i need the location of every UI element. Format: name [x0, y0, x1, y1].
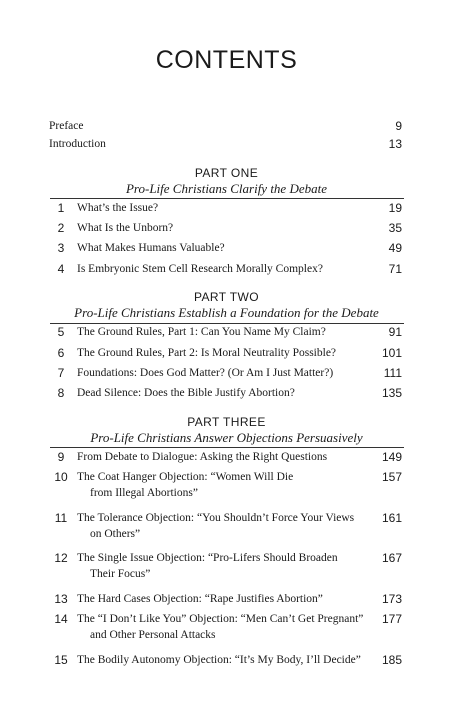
chapter-number: 13	[54, 592, 68, 606]
entry-title: Foundations: Does God Matter? (Or Am I Just Matter?)	[77, 367, 334, 379]
page-title: CONTENTS	[155, 46, 298, 74]
entry-page-number: 111	[383, 366, 402, 380]
entry-title: From Debate to Dialogue: Asking the Right Questions	[77, 451, 328, 463]
entry-page-number: 9	[395, 119, 402, 133]
entry-page-number: 157	[381, 470, 402, 484]
part-two-subtitle: Pro-Life Christians Establish a Foundation for the Debate	[74, 305, 379, 320]
entry-title: The Hard Cases Objection: “Rape Justifies Abortion”	[77, 593, 323, 605]
entry-page-number: 35	[388, 221, 402, 235]
part-one-subtitle: Pro-Life Christians Clarify the Debate	[125, 181, 327, 196]
entry-page-number: 173	[381, 592, 402, 606]
chapter-number: 8	[57, 386, 65, 400]
chapter-number: 7	[57, 366, 65, 380]
toc-entry-chapter-8[interactable]	[0, 386, 453, 401]
toc-entry-chapter-14[interactable]	[0, 612, 453, 627]
toc-entry-chapter-15[interactable]	[0, 653, 453, 668]
entry-title-continued: on Others”	[90, 528, 141, 540]
entry-title: Dead Silence: Does the Bible Justify Abortion?	[77, 387, 295, 399]
entry-page-number: 19	[388, 201, 402, 215]
part-three-subtitle: Pro-Life Christians Answer Objections Persuasively	[90, 430, 363, 445]
toc-entry-chapter-13[interactable]	[0, 592, 453, 607]
chapter-number: 11	[54, 511, 68, 525]
part-two-label: PART TWO	[194, 290, 259, 304]
chapter-number: 15	[54, 653, 68, 667]
chapter-number: 1	[57, 201, 65, 215]
toc-entry-preface[interactable]	[0, 119, 453, 134]
entry-title: The “I Don’t Like You” Objection: “Men Can’t Get Pregnant”	[77, 613, 364, 625]
entry-title: The Tolerance Objection: “You Shouldn’t Force Your Views	[77, 512, 355, 524]
part-one-label: PART ONE	[194, 166, 259, 180]
entry-title: The Single Issue Objection: “Pro-Lifers Should Broaden	[77, 552, 338, 564]
section-divider	[50, 323, 404, 324]
entry-title: The Bodily Autonomy Objection: “It’s My Body, I’ll Decide”	[77, 654, 361, 666]
entry-title-continued: and Other Personal Attacks	[90, 629, 216, 641]
toc-entry-chapter-10[interactable]	[0, 470, 453, 485]
toc-entry-chapter-6[interactable]	[0, 346, 453, 361]
chapter-number: 6	[57, 346, 65, 360]
entry-page-number: 149	[381, 450, 402, 464]
part-three-label: PART THREE	[187, 415, 266, 429]
entry-title: What Makes Humans Valuable?	[77, 242, 225, 254]
entry-page-number: 161	[381, 511, 402, 525]
toc-entry-chapter-3[interactable]	[0, 241, 453, 256]
entry-title-continued: Their Focus”	[90, 568, 151, 580]
entry-page-number: 91	[388, 325, 402, 339]
chapter-number: 2	[57, 221, 65, 235]
toc-entry-chapter-1[interactable]	[0, 201, 453, 216]
entry-title: The Coat Hanger Objection: “Women Will Die	[77, 471, 294, 483]
toc-entry-chapter-5[interactable]	[0, 325, 453, 340]
entry-page-number: 71	[388, 262, 402, 276]
chapter-number: 5	[57, 325, 65, 339]
toc-entry-chapter-12[interactable]	[0, 551, 453, 566]
chapter-number: 3	[57, 241, 65, 255]
entry-title: Is Embryonic Stem Cell Research Morally Complex?	[77, 263, 323, 275]
toc-entry-chapter-2[interactable]	[0, 221, 453, 236]
entry-page-number: 167	[381, 551, 402, 565]
chapter-number: 4	[57, 262, 65, 276]
entry-page-number: 185	[381, 653, 402, 667]
toc-entry-chapter-4[interactable]	[0, 262, 453, 277]
entry-title: Preface	[49, 120, 84, 132]
section-divider	[50, 198, 404, 199]
toc-entry-chapter-7[interactable]	[0, 366, 453, 381]
entry-title: What’s the Issue?	[77, 202, 159, 214]
entry-title-continued: from Illegal Abortions”	[90, 487, 198, 499]
entry-page-number: 177	[381, 612, 402, 626]
entry-title: The Ground Rules, Part 2: Is Moral Neutrality Possible?	[77, 347, 337, 359]
entry-page-number: 13	[388, 137, 402, 151]
entry-page-number: 101	[381, 346, 402, 360]
chapter-number: 14	[54, 612, 68, 626]
section-divider	[50, 447, 404, 448]
chapter-number: 10	[54, 470, 68, 484]
chapter-number: 12	[54, 551, 68, 565]
entry-page-number: 135	[381, 386, 402, 400]
entry-title: The Ground Rules, Part 1: Can You Name My Claim?	[77, 326, 326, 338]
entry-title: Introduction	[49, 138, 106, 150]
entry-title: What Is the Unborn?	[77, 222, 174, 234]
toc-entry-chapter-9[interactable]	[0, 450, 453, 465]
toc-entry-introduction[interactable]	[0, 137, 453, 152]
chapter-number: 9	[57, 450, 65, 464]
entry-page-number: 49	[388, 241, 402, 255]
toc-entry-chapter-11[interactable]	[0, 511, 453, 526]
